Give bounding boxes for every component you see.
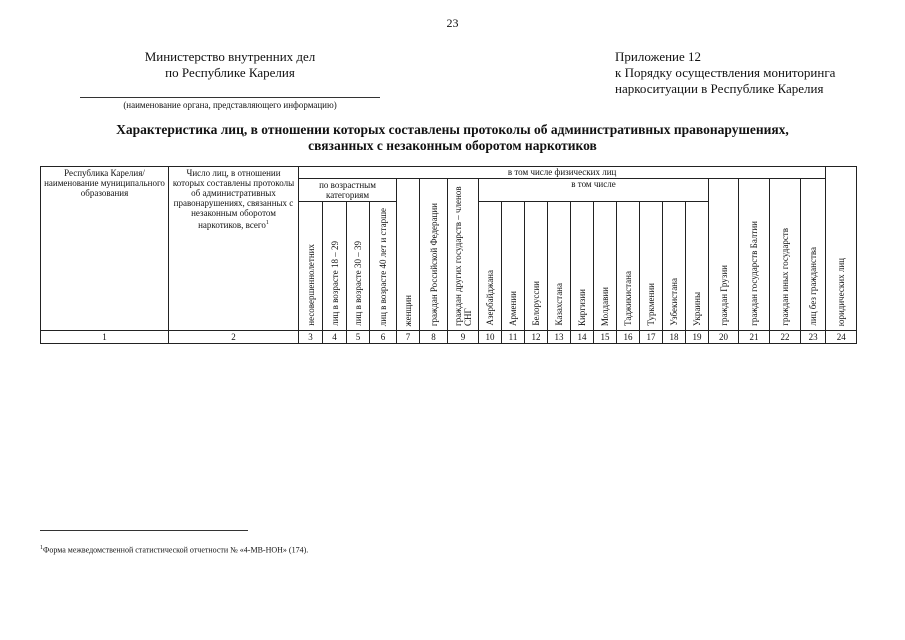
- col-header-uzbekistan: [663, 202, 686, 331]
- group-header-age: по возрастным категориям: [299, 179, 397, 202]
- col-header-russia: [420, 179, 448, 331]
- col-number: 7: [397, 331, 420, 344]
- appendix-line-2: к Порядку осуществления мониторинга: [615, 65, 836, 80]
- col-header-ukraine: [686, 202, 709, 331]
- page-number: 23: [446, 16, 459, 30]
- col-header-cis: [448, 179, 479, 331]
- col-header-other-states: [770, 179, 801, 331]
- col-header-armenia: [502, 202, 525, 331]
- col-header-other-states-text: граждан иных государств: [780, 228, 790, 326]
- group-header-incl: в том числе: [479, 179, 709, 202]
- col-number: 16: [617, 331, 640, 344]
- col-header-moldova-text: Молдавии: [600, 286, 610, 326]
- col-header-azerbaijan-text: Азербайджана: [485, 270, 495, 326]
- col-header-age-30-39-text: лиц в возрасте 30 – 39: [353, 241, 363, 326]
- col-number: 12: [525, 331, 548, 344]
- col-header-moldova: [594, 202, 617, 331]
- col-number: 13: [548, 331, 571, 344]
- col-header-belarus: [525, 202, 548, 331]
- col-header-kyrgyzstan-text: Киргизии: [577, 288, 587, 326]
- col-header-age-40-plus-text: лиц в возрасте 40 лет и старше: [378, 207, 388, 326]
- col-number: 23: [801, 331, 826, 344]
- col-header-region: Республика Карелия/ наименование муниципального образования: [41, 167, 169, 331]
- col-header-kazakhstan: [548, 202, 571, 331]
- col-header-age-18-29-text: лиц в возрасте 18 – 29: [329, 241, 340, 326]
- col-number: 6: [370, 331, 397, 344]
- col-header-tajikistan-text: Таджикистана: [623, 271, 633, 326]
- col-number: 22: [770, 331, 801, 344]
- title-line-1: Характеристика лиц, в отношении которых составлены протоколы об административных правонарушениях,: [116, 122, 789, 137]
- col-header-stateless: [801, 179, 826, 331]
- ministry-line-1: Министерство внутренних дел: [144, 49, 316, 64]
- col-number: 9: [448, 331, 479, 344]
- col-header-age-18-29: [323, 202, 347, 331]
- org-note: (наименование органа, представляющего информацию): [123, 100, 337, 110]
- col-header-minors: [299, 202, 323, 331]
- col-header-azerbaijan: [479, 202, 502, 331]
- appendix-block: [615, 49, 895, 97]
- appendix-line-3: наркоситуации в Республике Карелия: [615, 81, 824, 96]
- col-number: 10: [479, 331, 502, 344]
- report-table: [40, 166, 857, 344]
- document-title: [40, 122, 865, 154]
- col-number: 5: [347, 331, 370, 344]
- col-header-women: [397, 179, 420, 331]
- col-number: 4: [323, 331, 347, 344]
- col-header-belarus-text: Белоруссии: [531, 281, 541, 326]
- col-header-women-text: женщин: [403, 294, 413, 326]
- col-header-cis-text: граждан других государств – членов СНГ: [453, 186, 473, 326]
- footnote-separator: [40, 530, 248, 531]
- col-header-georgia-text: граждан Грузии: [718, 265, 729, 326]
- col-number: 15: [594, 331, 617, 344]
- col-number: 17: [640, 331, 663, 344]
- col-header-legal-text: юридических лиц: [836, 257, 847, 326]
- footnote-text: Форма межведомственной статистической отчетности № «4-МВ-НОН» (174).: [43, 545, 309, 555]
- col-header-ukraine-text: Украины: [692, 291, 702, 326]
- col-header-age-40-plus: [370, 202, 397, 331]
- col-header-total-text: Число лиц, в отношении которых составлены протоколы об административных правонарушениях, связанных с незаконным оборотом наркотиков, всего: [172, 168, 295, 230]
- col-header-legal: [826, 167, 857, 331]
- ministry-block: [110, 49, 350, 81]
- title-line-2: связанных с незаконным оборотом наркотиков: [308, 138, 597, 153]
- col-number: 8: [420, 331, 448, 344]
- col-header-age-30-39: [347, 202, 370, 331]
- col-number: 14: [571, 331, 594, 344]
- col-header-total: [169, 167, 299, 331]
- col-header-stateless-text: лиц без гражданства: [808, 247, 819, 326]
- org-underline: [80, 97, 380, 98]
- group-header-physical: в том числе физических лиц: [299, 167, 826, 179]
- col-number: 19: [686, 331, 709, 344]
- col-number: 11: [502, 331, 525, 344]
- footnote-sup: 1: [40, 545, 43, 551]
- appendix-line-1: Приложение 12: [615, 49, 702, 64]
- col-header-baltic-text: граждан государств Балтии: [749, 221, 759, 326]
- col-header-kyrgyzstan: [571, 202, 594, 331]
- ministry-line-2: по Республике Карелия: [165, 65, 295, 80]
- col-header-baltic: [739, 179, 770, 331]
- col-number: 1: [41, 331, 169, 344]
- col-number: 20: [709, 331, 739, 344]
- col-header-tajikistan: [617, 202, 640, 331]
- col-number: 21: [739, 331, 770, 344]
- col-header-armenia-text: Армении: [508, 290, 518, 326]
- col-header-turkmenistan: [640, 202, 663, 331]
- col-number: 2: [169, 331, 299, 344]
- footnote: [40, 545, 540, 555]
- col-header-georgia: [709, 179, 739, 331]
- col-header-russia-text: граждан Российской Федерации: [428, 202, 439, 326]
- col-number: 18: [663, 331, 686, 344]
- col-header-kazakhstan-text: Казахстана: [554, 283, 564, 326]
- column-numbers-row: [41, 331, 857, 344]
- col-header-minors-text: несовершеннолетних: [305, 244, 316, 326]
- col-header-turkmenistan-text: Туркмении: [646, 283, 656, 326]
- col-header-total-sup: 1: [265, 220, 269, 226]
- col-header-uzbekistan-text: Узбекистана: [669, 278, 679, 326]
- col-number: 3: [299, 331, 323, 344]
- col-number: 24: [826, 331, 857, 344]
